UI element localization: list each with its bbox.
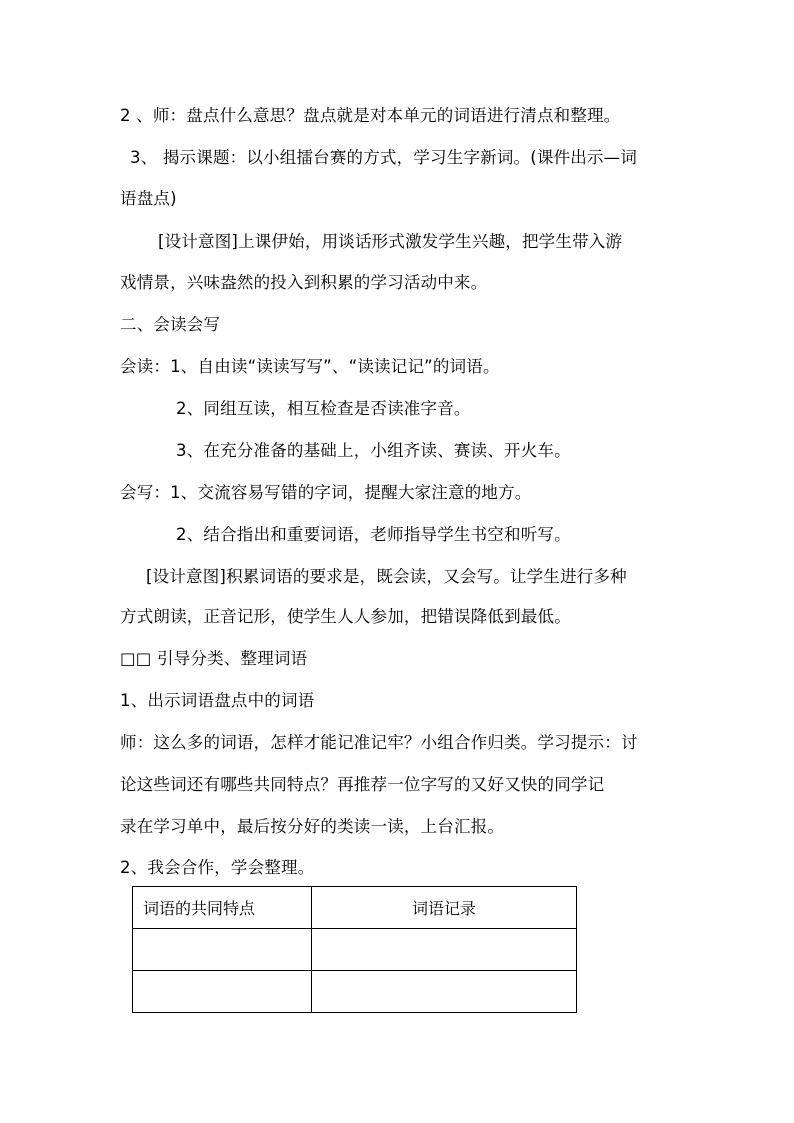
text-line: [设计意图]上课伊始，用谈话形式激发学生兴趣，把学生带入游 (158, 232, 623, 251)
text-line: [设计意图]积累词语的要求是，既会读，又会写。让学生进行多种 (146, 567, 627, 586)
word-table (132, 886, 577, 1013)
table-cell (312, 971, 577, 1013)
text-line: 2 、师：盘点什么意思？盘点就是对本单元的词语进行清点和整理。 (120, 106, 621, 125)
text-line: 方式朗读，正音记形，使学生人人参加，把错误降低到最低。 (120, 607, 571, 626)
text-line: 录在学习单中，最后按分好的类读一读，上台汇报。 (120, 817, 505, 836)
table-header-row (133, 887, 577, 929)
text-line: 2、同组互读，相互检查是否读准字音。 (176, 399, 471, 418)
table-header-cell: 词语记录 (312, 887, 577, 929)
text-line: 1、出示词语盘点中的词语 (120, 691, 315, 710)
table-cell (133, 971, 312, 1013)
text-line: 师：这么多的词语，怎样才能记准记牢？小组合作归类。学习提示：讨 (120, 733, 638, 752)
text-line: 会写：1、交流容易写错的字词，提醒大家注意的地方。 (120, 483, 532, 502)
table-row (133, 971, 577, 1013)
text-line: 2、结合指出和重要词语，老师指导学生书空和听写。 (176, 525, 571, 544)
table-cell (133, 929, 312, 971)
section-heading: 二、会读会写 (120, 315, 221, 334)
section-heading: □□ 引导分类、整理词语 (120, 649, 308, 668)
text-line: 论这些词还有哪些共同特点？再推荐一位字写的又好又快的同学记 (120, 775, 605, 794)
text-line: 语盘点) (120, 189, 177, 208)
table-cell (312, 929, 577, 971)
text-line: 3、 揭示课题：以小组擂台赛的方式，学习生字新词。(课件出示—词 (130, 148, 638, 167)
text-line: 戏情景，兴味盎然的投入到积累的学习活动中来。 (120, 273, 488, 292)
table-row (133, 929, 577, 971)
text-line: 会读：1、自由读“读读写写”、“读读记记”的词语。 (120, 357, 500, 376)
text-line: 3、在充分准备的基础上，小组齐读、赛读、开火车。 (176, 441, 571, 460)
table-header-cell: 词语的共同特点 (133, 887, 312, 929)
text-line: 2、我会合作，学会整理。 (120, 858, 315, 877)
